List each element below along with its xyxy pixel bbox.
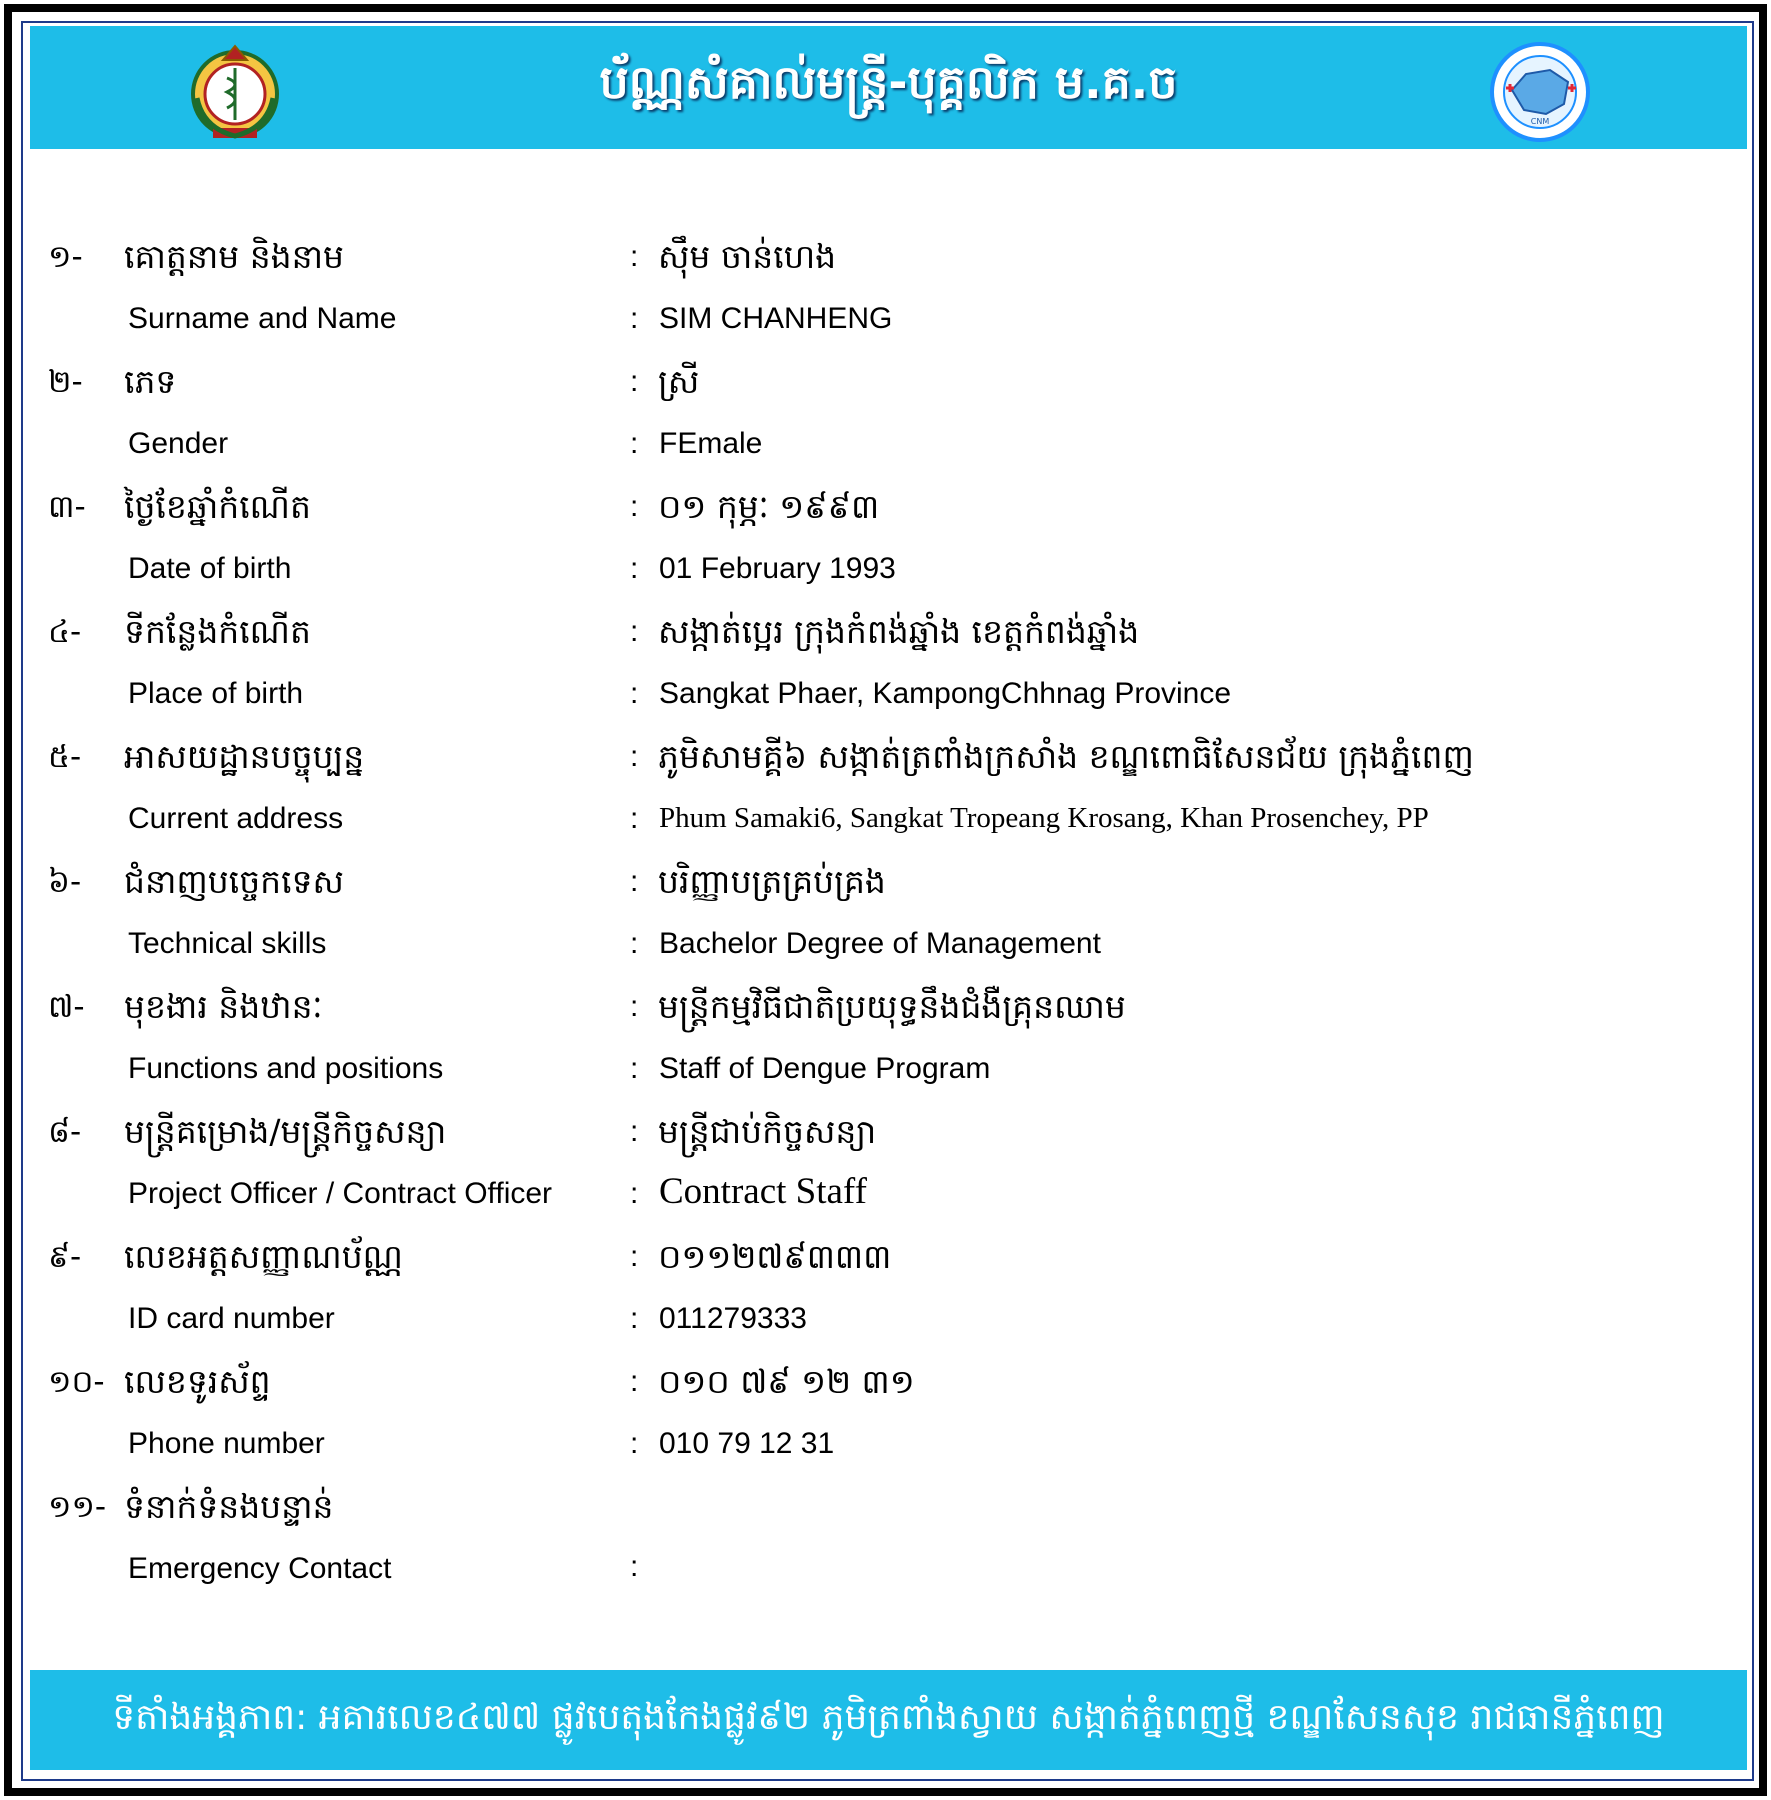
field-colon: : bbox=[630, 1240, 639, 1273]
field-value-english: Contract Staff bbox=[659, 1171, 867, 1212]
field-number: ១១- bbox=[48, 1489, 107, 1525]
field-label-khmer: លេខអត្តសញ្ញាណប័ណ្ណ bbox=[124, 1237, 403, 1276]
svg-text:CNM: CNM bbox=[1530, 117, 1550, 126]
field-number: ៣- bbox=[48, 489, 86, 525]
field-number: ៥- bbox=[48, 739, 82, 775]
field-label-english: Gender bbox=[128, 427, 229, 460]
field-label-english: Current address bbox=[128, 802, 344, 835]
card-title: ប័ណ្ណសំគាល់មន្ត្រី-បុគ្គលិក ម.គ.ច bbox=[599, 55, 1178, 109]
field-number: ១- bbox=[48, 239, 83, 275]
field-colon: : bbox=[630, 302, 639, 335]
field-colon: : bbox=[630, 1302, 639, 1335]
field-colon: : bbox=[630, 1052, 639, 1085]
field-colon: : bbox=[630, 490, 639, 523]
field-colon: : bbox=[630, 1427, 639, 1460]
field-label-khmer: ទំនាក់ទំនងបន្ទាន់ bbox=[124, 1487, 334, 1526]
field-label-khmer: មន្ត្រីគម្រោង/មន្ត្រីកិច្ចសន្យា bbox=[124, 1112, 447, 1151]
field-value-english: FEmale bbox=[659, 427, 763, 460]
field-value-khmer: បរិញ្ញាបត្រគ្រប់គ្រង bbox=[658, 862, 886, 901]
field-value-khmer: ស៊ឹម ចាន់ហេង bbox=[658, 237, 837, 276]
field-colon: : bbox=[630, 552, 639, 585]
field-label-english: Technical skills bbox=[128, 927, 327, 960]
field-colon: : bbox=[630, 615, 639, 648]
field-number: ២- bbox=[48, 364, 83, 400]
field-label-english: Project Officer / Contract Officer bbox=[128, 1177, 553, 1210]
field-colon: : bbox=[630, 990, 639, 1023]
field-value-english: Bachelor Degree of Management bbox=[659, 927, 1101, 960]
field-number: ៧- bbox=[48, 989, 85, 1025]
field-value-english: Phum Samaki6, Sangkat Tropeang Krosang, Khan Prosenchey, PP bbox=[659, 802, 1429, 834]
field-value-english: 01 February 1993 bbox=[659, 552, 896, 585]
field-label-khmer: មុខងារ និងឋានៈ bbox=[124, 987, 323, 1026]
footer-banner bbox=[30, 1670, 1747, 1770]
field-value-khmer: មន្ត្រីកម្មវិធីជាតិប្រយុទ្ធនឹងជំងឺគ្រុនឈាម bbox=[658, 987, 1126, 1026]
field-value-khmer: ០១១២៧៩៣៣៣ bbox=[658, 1237, 892, 1276]
field-colon: : bbox=[630, 740, 639, 773]
field-label-khmer: អាសយដ្ឋានបច្ចុប្បន្ន bbox=[124, 737, 365, 776]
field-colon: : bbox=[630, 365, 639, 398]
field-label-khmer: ភេទ bbox=[124, 362, 177, 401]
field-colon: : bbox=[630, 865, 639, 898]
field-value-english: 010 79 12 31 bbox=[659, 1427, 835, 1460]
field-label-english: Place of birth bbox=[128, 677, 304, 710]
field-label-english: ID card number bbox=[128, 1302, 335, 1335]
unit-location-address: ទីតាំងអង្គភាព: អគារលេខ៤៧៧ ផ្លូវបេតុងកែងផ្លូវ៩២ ភូមិត្រពាំងស្វាយ សង្កាត់ភ្នំពេញថ្មី ខណ្ឌសែនសុខ រាជធានីភ្នំពេញ bbox=[112, 1696, 1665, 1738]
field-value-khmer: សង្កាត់ប្អេរ ក្រុងកំពង់ឆ្នាំង ខេត្តកំពង់ឆ្នាំង bbox=[658, 612, 1140, 651]
field-colon: : bbox=[630, 927, 639, 960]
ministry-emblem-icon bbox=[183, 38, 287, 142]
field-label-english: Emergency Contact bbox=[128, 1552, 392, 1585]
field-number: ៨- bbox=[48, 1114, 82, 1150]
field-number: ៩- bbox=[48, 1239, 82, 1275]
field-colon: : bbox=[630, 1177, 639, 1210]
field-label-english: Phone number bbox=[128, 1427, 325, 1460]
field-colon: : bbox=[630, 1115, 639, 1148]
field-label-khmer: លេខទូរស័ព្ទ bbox=[124, 1362, 271, 1401]
field-label-khmer: ថ្ងៃខែឆ្នាំកំណើត bbox=[124, 487, 311, 526]
field-value-english: Staff of Dengue Program bbox=[659, 1052, 991, 1085]
field-colon: : bbox=[630, 1365, 639, 1398]
field-number: ៦- bbox=[48, 864, 82, 900]
field-value-khmer: ០១០ ៧៩ ១២ ៣១ bbox=[658, 1362, 915, 1401]
field-label-english: Surname and Name bbox=[128, 302, 397, 335]
field-label-english: Functions and positions bbox=[128, 1052, 444, 1085]
field-label-english: Date of birth bbox=[128, 552, 292, 585]
field-value-english: 011279333 bbox=[659, 1302, 807, 1335]
field-colon: : bbox=[630, 1550, 639, 1583]
field-colon: : bbox=[630, 677, 639, 710]
field-value-khmer: មន្ត្រីជាប់កិច្ចសន្យា bbox=[658, 1112, 877, 1151]
field-colon: : bbox=[630, 802, 639, 835]
field-number: ៤- bbox=[48, 614, 82, 650]
field-number: ១០- bbox=[48, 1364, 105, 1400]
field-value-english: Sangkat Phaer, KampongChhnag Province bbox=[659, 677, 1232, 710]
field-value-khmer: ០១ កុម្ភៈ ១៩៩៣ bbox=[658, 487, 880, 526]
field-value-khmer: ភូមិសាមគ្គី៦ សង្កាត់ត្រពាំងក្រសាំង ខណ្ឌពោធិសែនជ័យ ក្រុងភ្នំពេញ bbox=[658, 737, 1474, 776]
field-label-khmer: ជំនាញបច្ចេកទេស bbox=[124, 862, 344, 901]
field-value-english: SIM CHANHENG bbox=[659, 302, 893, 335]
field-label-khmer: ទីកន្លែងកំណើត bbox=[124, 612, 311, 651]
field-label-khmer: គោត្តនាម និងនាម bbox=[124, 237, 344, 276]
field-value-khmer: ស្រី bbox=[658, 362, 700, 401]
field-colon: : bbox=[630, 240, 639, 273]
field-colon: : bbox=[630, 427, 639, 460]
cnm-cambodia-map-logo-icon bbox=[1488, 40, 1592, 144]
